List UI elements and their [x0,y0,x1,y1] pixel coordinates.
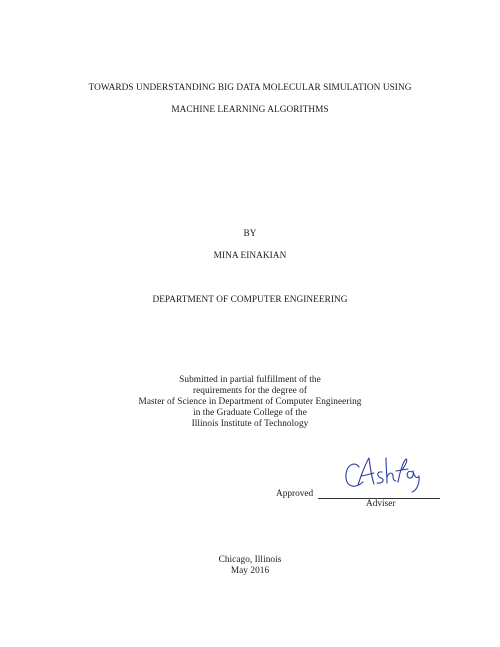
signature-stroke-f [396,459,408,482]
location: Chicago, Illinois [218,555,282,565]
adviser-signature [342,454,422,500]
signature-stroke-c [346,464,363,486]
author-name: MINA EINAKIAN [213,251,287,261]
signature-stroke-h [386,458,396,483]
approval-block [276,462,446,512]
thesis-title-line-1: TOWARDS UNDERSTANDING BIG DATA MOLECULAR SIMULATION USING [88,83,412,93]
thesis-title-line-2: MACHINE LEARNING ALGORITHMS [171,105,329,115]
adviser-label: Adviser [366,499,396,509]
submission-line-3: Master of Science in Department of Computer Engineering [138,397,362,407]
submission-line-1: Submitted in partial fulfillment of the [179,375,321,385]
submission-line-2: requirements for the degree of [192,386,308,396]
submission-line-4: in the Graduate College of the [193,408,307,418]
by-label: BY [243,229,257,239]
department-name: DEPARTMENT OF COMPUTER ENGINEERING [152,295,348,305]
approved-label: Approved [276,489,314,499]
signature-stroke-aq [407,471,419,492]
submission-line-5: Illinois Institute of Technology [191,419,309,429]
submission-date: May 2016 [230,566,270,576]
signature-stroke-s [377,472,383,483]
signature-stroke-a [358,458,374,485]
